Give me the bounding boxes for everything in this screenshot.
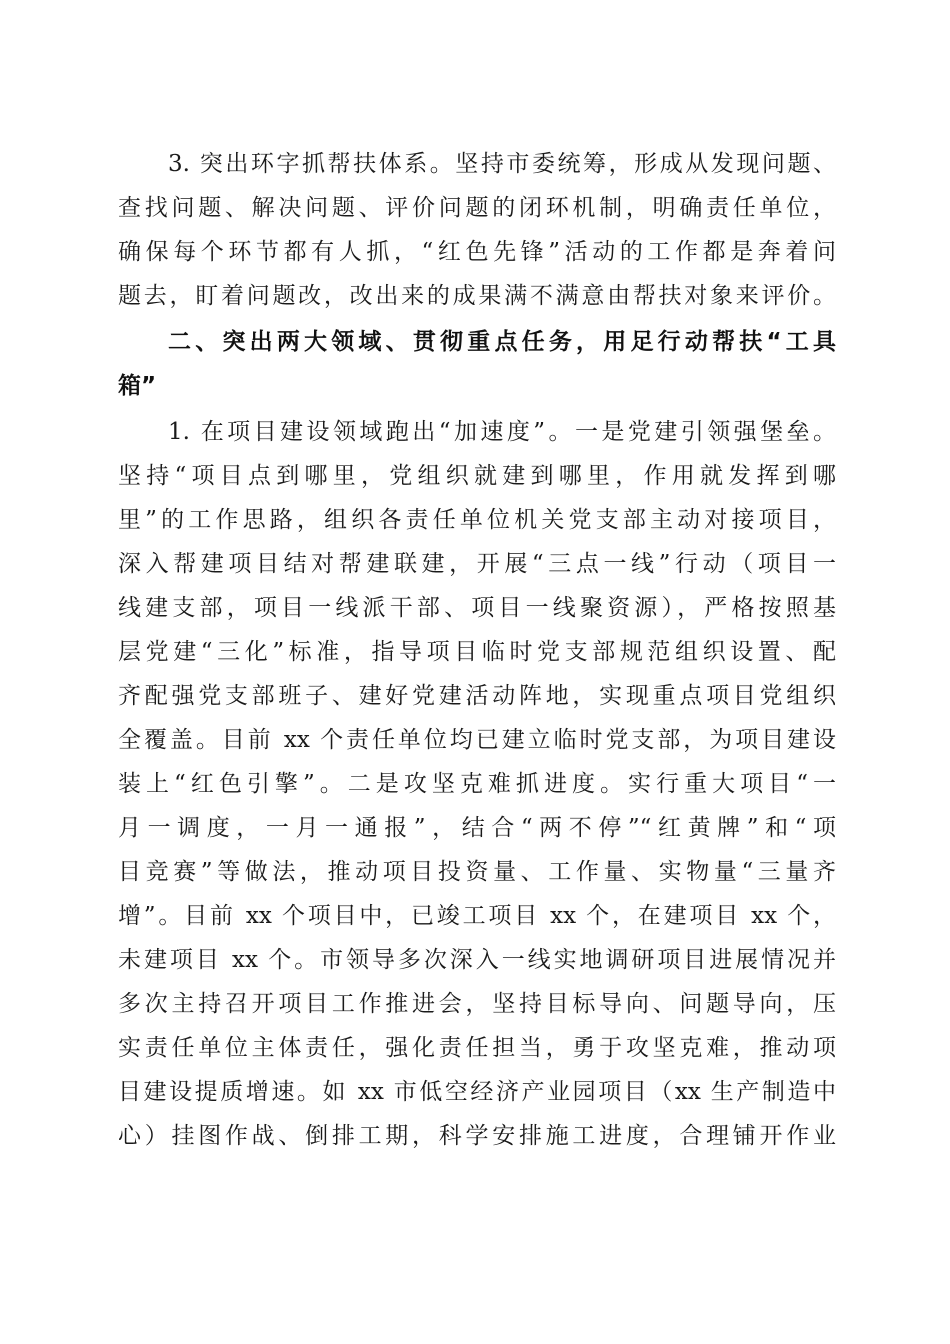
- text-line: 目竞赛”等做法，推动项目投资量、工作量、实物量“三量齐: [118, 859, 836, 885]
- text-line: 1. 在项目建设领域跑出“加速度”。一是党建引领强堡垒。: [168, 419, 836, 445]
- text-line: 装上“红色引擎”。二是攻坚克难抓进度。实行重大项目“一: [118, 771, 836, 797]
- heading-line: 二、突出两大领域、贯彻重点任务，用足行动帮扶“工具: [168, 329, 836, 355]
- paragraph-closed-loop: [118, 142, 836, 318]
- text-line: 线建支部，项目一线派干部、项目一线聚资源），严格按照基: [118, 595, 836, 621]
- section-heading: [118, 320, 836, 408]
- text-line: 层党建“三化”标准，指导项目临时党支部规范组织设置、配: [118, 639, 836, 665]
- paragraph-project-construction: [118, 410, 836, 1158]
- text-line: 心）挂图作战、倒排工期，科学安排施工进度，合理铺开作业: [118, 1123, 836, 1149]
- text-line: 题去，盯着问题改，改出来的成果满不满意由帮扶对象来评价。: [118, 283, 836, 309]
- text-line: 确保每个环节都有人抓，“红色先锋”活动的工作都是奔着问: [118, 239, 836, 265]
- text-line: 实责任单位主体责任，强化责任担当，勇于攻坚克难，推动项: [118, 1035, 836, 1061]
- text-line: 多次主持召开项目工作推进会，坚持目标导向、问题导向，压: [118, 991, 836, 1017]
- text-line: 齐配强党支部班子、建好党建活动阵地，实现重点项目党组织: [118, 683, 836, 709]
- text-line: 深入帮建项目结对帮建联建，开展“三点一线”行动（项目一: [118, 551, 836, 577]
- document-body: [118, 142, 836, 1158]
- text-line: 里”的工作思路，组织各责任单位机关党支部主动对接项目，: [118, 507, 836, 533]
- heading-line: 箱”: [118, 373, 157, 399]
- text-line: 目建设提质增速。如 xx 市低空经济产业园项目（xx 生产制造中: [118, 1079, 836, 1105]
- text-line: 月一调度，一月一通报”，结合“两不停”“红黄牌”和“项: [118, 815, 836, 841]
- text-line: 全覆盖。目前 xx 个责任单位均已建立临时党支部，为项目建设: [118, 727, 836, 753]
- text-line: 未建项目 xx 个。市领导多次深入一线实地调研项目进展情况并: [118, 947, 836, 973]
- text-line: 坚持“项目点到哪里，党组织就建到哪里，作用就发挥到哪: [118, 463, 836, 489]
- text-line: 增”。目前 xx 个项目中，已竣工项目 xx 个，在建项目 xx 个，: [118, 903, 836, 929]
- text-line: 查找问题、解决问题、评价问题的闭环机制，明确责任单位，: [118, 195, 836, 221]
- text-line: 3. 突出环字抓帮扶体系。坚持市委统筹，形成从发现问题、: [168, 151, 836, 177]
